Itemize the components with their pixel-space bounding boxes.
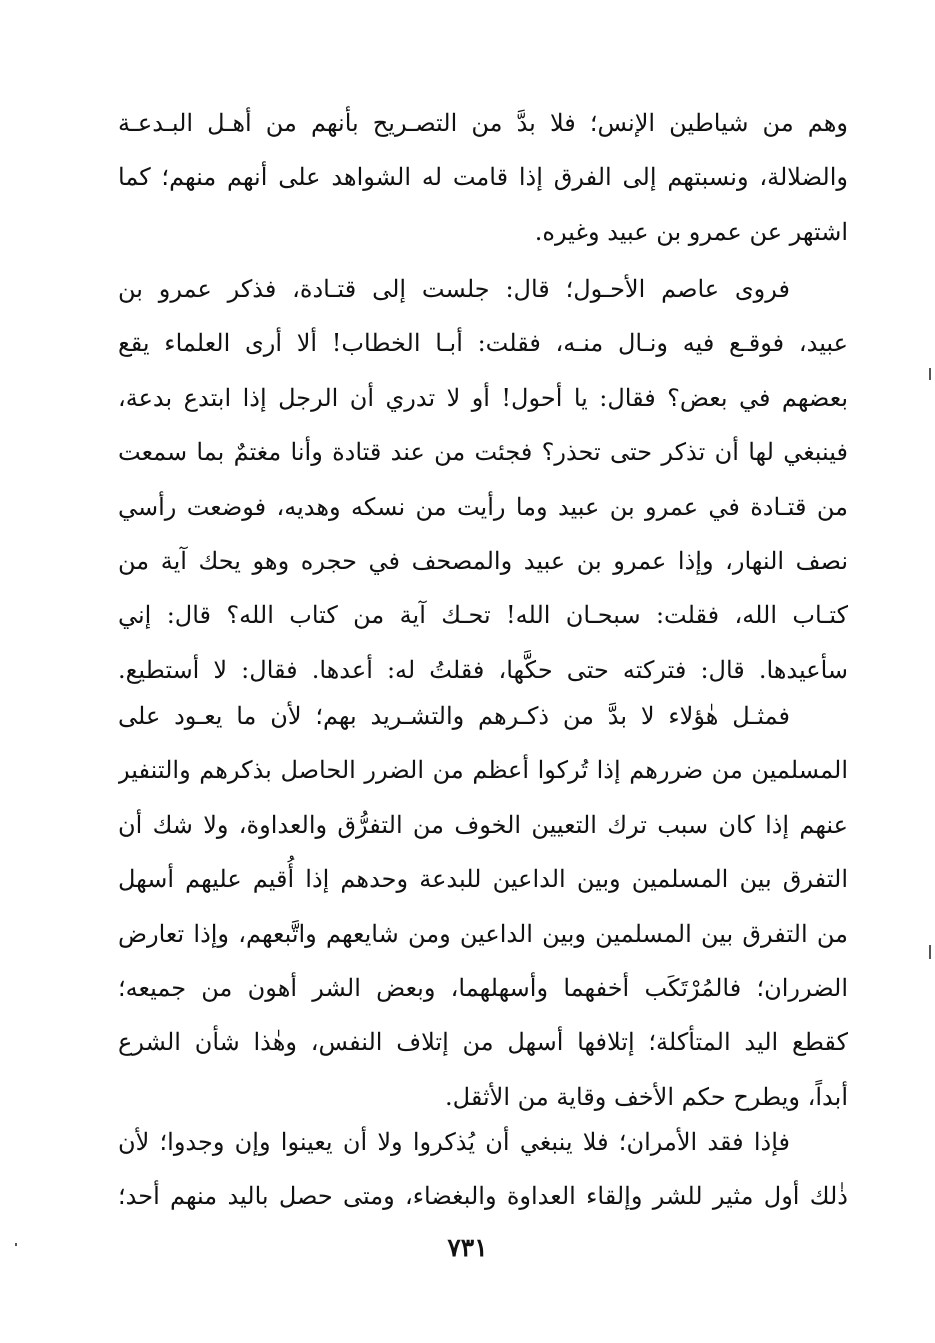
text-line: التفرق بين المسلمين وبين الداعين للبدعة وحدهم إذا أُقيم عليهم أسهل <box>118 865 848 894</box>
text-line: بعضهم في بعض؟ فقال: يا أحول! أو لا تدري أن الرجل إذا ابتدع بدعة، <box>118 383 848 412</box>
paragraph-4 <box>118 1115 848 1224</box>
text-line: ذٰلك أول مثير للشر وإلقاء العداوة والبغضاء، ومتى حصل باليد منهم أحد؛ <box>118 1182 848 1211</box>
text-line: أبداً، ويطرح حكم الأخف وقاية من الأثقل. <box>445 1082 848 1111</box>
paragraph-2 <box>118 262 848 697</box>
scan-mark <box>929 368 931 380</box>
text-line: فإذا فقد الأمران؛ فلا ينبغي أن يُذكروا ولا أن يعينوا وإن وجدوا؛ لأن <box>118 1128 790 1156</box>
text-line: كتـاب الله، فقلت: سبحـان الله! تحـك آية من كتاب الله؟ قال: إني <box>118 601 848 630</box>
page-number: ٧٣١ <box>447 1233 488 1262</box>
text-line: من قتـادة في عمرو بن عبيد وما رأيت من نسكه وهديه، فوضعت رأسي <box>118 492 848 521</box>
text-line: عنهم إذا كان سبب ترك التعيين الخوف من التفرُّق والعداوة، ولا شك أن <box>118 810 848 839</box>
text-line: كقطع اليد المتأكلة؛ إتلافها أسهل من إتلاف النفس، وهٰذا شأن الشرع <box>118 1028 848 1057</box>
text-line: وهم من شياطين الإنس؛ فلا بدَّ من التصـريح بأنهم من أهـل البـدعـة <box>118 109 848 137</box>
text-line: فمثـل هٰؤلاء لا بدَّ من ذكـرهم والتشـريد بهم؛ لأن ما يعـود على <box>118 702 790 730</box>
text-line: فينبغي لها أن تذكر حتى تحذر؟ فجئت من عند قتادة وأنا مغتمٌ بما سمعت <box>118 438 848 467</box>
text-line: عبيد، فوقـع فيه ونـال منـه، فقلت: أبـا الخطاب! ألا أرى العلماء يقع <box>118 329 848 358</box>
text-line: سأعيدها. قال: فتركته حتى حكَّها، فقلتُ له: أعدها. فقال: لا أستطيع. <box>118 655 848 684</box>
text-line: الضرران؛ فالمُرْتَكَب أخفهما وأسهلهما، وبعض الشر أهون من جميعه؛ <box>118 973 848 1002</box>
scan-mark <box>929 945 931 959</box>
paragraph-1 <box>118 96 848 259</box>
text-line: من التفرق بين المسلمين وبين الداعين ومن شايعهم واتَّبعهم، وإذا تعارض <box>118 919 848 948</box>
text-line: المسلمين من ضررهم إذا تُركوا أعظم من الضرر الحاصل بذكرهم والتنفير <box>118 756 848 785</box>
text-line: اشتهر عن عمرو بن عبيد وغيره. <box>534 217 848 246</box>
text-line: فروى عاصم الأحـول؛ قال: جلست إلى قتـادة، فذكر عمرو بن <box>118 275 790 303</box>
text-line: نصف النهار، وإذا عمرو بن عبيد والمصحف في حجره وهو يحك آية من <box>118 546 848 575</box>
paragraph-3 <box>118 689 848 1124</box>
text-line: والضلالة، ونسبتهم إلى الفرق إذا قامت له الشواهد على أنهم منهم؛ كما <box>118 163 848 192</box>
